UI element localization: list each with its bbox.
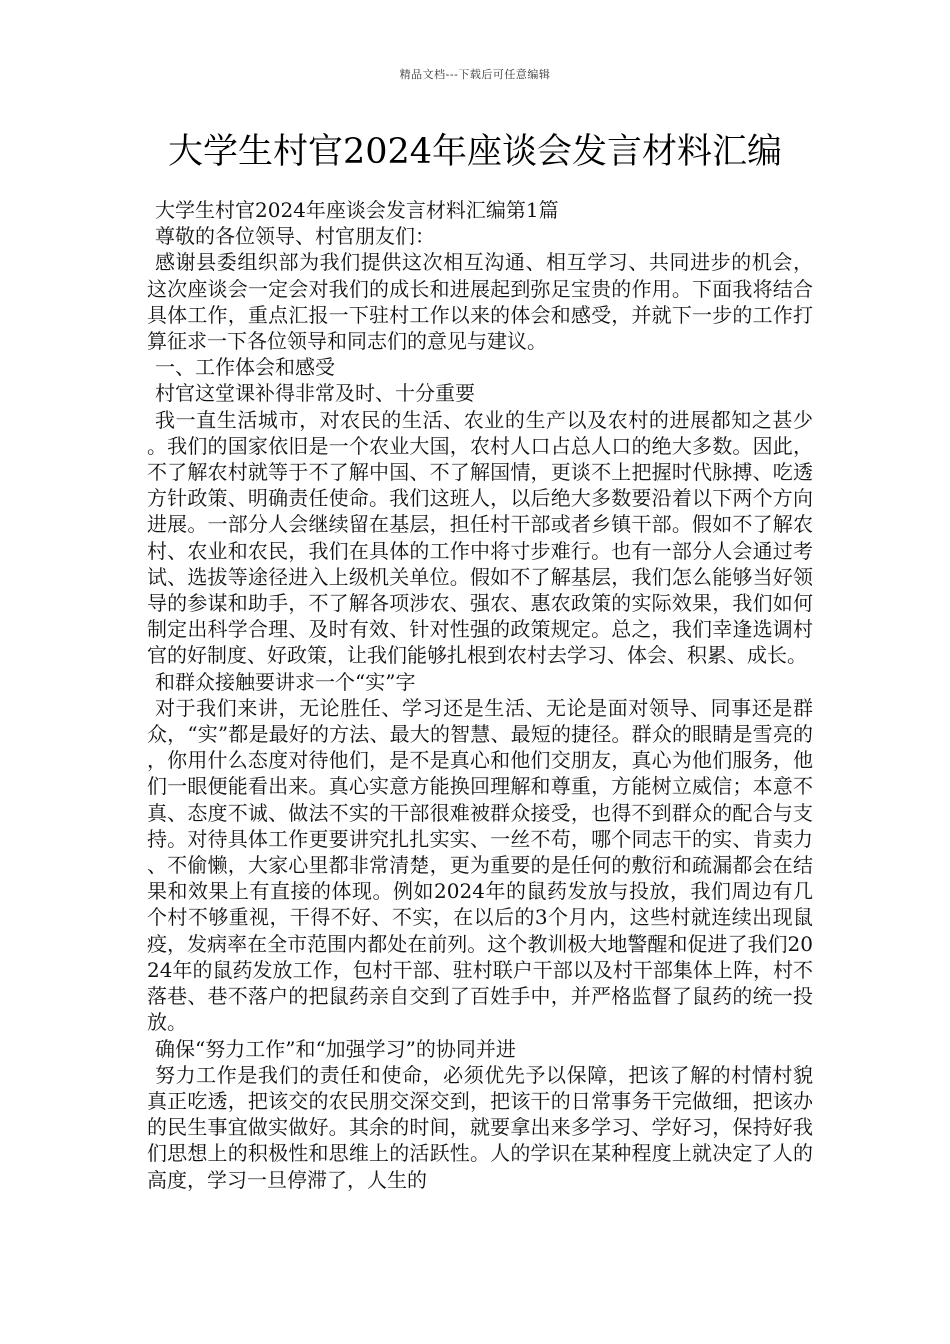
salutation: 尊敬的各位领导、村官朋友们： xyxy=(155,224,435,249)
subsection-heading: 村官这堂课补得非常及时、十分重要 xyxy=(155,381,475,406)
subsection-heading: 确保“努力工作”和“加强学习”的协同并进 xyxy=(155,1036,516,1061)
subsection-heading: 和群众接触要讲求一个“实”字 xyxy=(155,669,416,694)
paragraph: 对于我们来讲，无论胜任、学习还是生活、无论是面对领导、同事还是群众，“实”都是最好的方法、最大的智慧、最短的捷径。群众的眼睛是雪亮的，你用什么态度对待他们，是不是真心和他们交朋友，真心为他们服务，他们一眼便能看出来。真心实意方能换回理解和尊重，方能树立威信；本意不真、态度不诚、做法不实的干部很难被群众接受，也得不到群众的配合与支持。对待具体工作更要讲究扎扎实实、一丝不苟，哪个同志干的实、肯卖力、不偷懒，大家心里都非常清楚，更为重要的是任何的敷衍和疏漏都会在结果和效果上有直接的体现。例如2024年的鼠药发放与投放，我们周边有几个村不够重视，干得不好、不实，在以后的3个月内，这些村就连续出现鼠疫，发病率在全市范围内都处在前列。这个教训极大地警醒和促进了我们2024年的鼠药发放工作，包村干部、驻村联户干部以及村干部集体上阵，村不落巷、巷不落户的把鼠药亲自交到了百姓手中，并严格监督了鼠药的统一投放。 xyxy=(147,695,813,1035)
section-heading: 大学生村官2024年座谈会发言材料汇编第1篇 xyxy=(155,198,559,222)
section-heading: 一、工作体会和感受 xyxy=(155,355,335,380)
header-note: 精品文档---下载后可任意编辑 xyxy=(399,68,551,81)
document-body xyxy=(147,197,813,1193)
paragraph: 感谢县委组织部为我们提供这次相互沟通、相互学习、共同进步的机会，这次座谈会一定会对我们的成长和进展起到弥足宝贵的作用。下面我将结合具体工作，重点汇报一下驻村工作以来的体会和感受，并就下一步的工作打算征求一下各位领导和同志们的意见与建议。 xyxy=(147,250,813,354)
paragraph: 努力工作是我们的责任和使命，必须优先予以保障，把该了解的村情村貌真正吃透，把该交的农民朋交深交到，把该干的日常事务干完做细，把该办的民生事宜做实做好。其余的时间，就要拿出来多学习、学好习，保持好我们思想上的积极性和思维上的活跃性。人的学识在某种程度上就决定了人的高度，学习一旦停滞了，人生的 xyxy=(147,1062,813,1192)
paragraph: 我一直生活城市，对农民的生活、农业的生产以及农村的进展都知之甚少。我们的国家依旧是一个农业大国，农村人口占总人口的绝大多数。因此，不了解农村就等于不了解中国、不了解国情，更谈不上把握时代脉搏、吃透方针政策、明确责任使命。我们这班人，以后绝大多数要沿着以下两个方向进展。一部分人会继续留在基层，担任村干部或者乡镇干部。假如不了解农村、农业和农民，我们在具体的工作中将寸步难行。也有一部分人会通过考试、选拔等途径进入上级机关单位。假如不了解基层，我们怎么能够当好领导的参谋和助手，不了解各项涉农、强农、惠农政策的实际效果，我们如何制定出科学合理、及时有效、针对性强的政策规定。总之，我们幸逢选调村官的好制度、好政策，让我们能够扎根到农村去学习、体会、积累、成长。 xyxy=(147,407,813,668)
document-title: 大学生村官2024年座谈会发言材料汇编 xyxy=(167,132,783,172)
